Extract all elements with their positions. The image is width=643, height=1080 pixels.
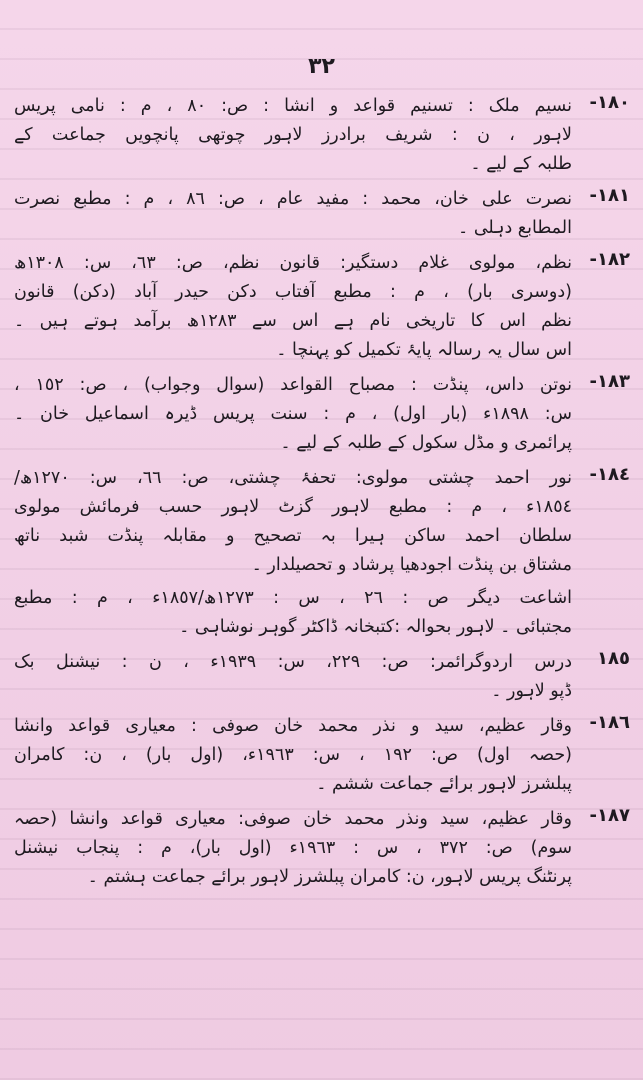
entry-line: مشتاق بن پنڈت اجودھیا پرشاد و تحصیلدار ۔ [251,555,572,575]
entry-line: درس اردوگرائمر: ص: ٢٢٩، س: ١٩٣٩ء ، ن : نیشنل بک [14,652,572,672]
entry-line: پبلشرز لاہور برائے جماعت ششم ۔ [316,774,572,794]
entry-line: مجتبائی ۔ لاہور بحوالہ :کتبخانہ ڈاکٹر گوہر نوشاہی ۔ [179,617,572,637]
entry-line: نوتن داس، پنڈت : مصباح القواعد (سوال وجواب) ، ص: ١٥٢ ، [14,375,572,395]
entry-line: لاہور ، ن : شریف برادرز لاہور چوتھی پانچویں جماعت کے [14,125,572,145]
bibliography-entry [14,249,630,365]
entry-line: پرنٹنگ پریس لاہور، ن: کامران پبلشرز لاہور برائے جماعت ہشتم ۔ [87,867,572,887]
bibliography-entry [14,464,630,580]
entry-number: ١٨٥ [597,648,630,669]
entry-number: ١٨٦- [589,712,630,733]
entry-number: ١٨٣- [589,371,630,392]
entry-line: نسیم ملک : تسنیم قواعد و انشا : ص: ٨٠ ، م : نامی پریس [14,96,572,116]
entry-line: س: ١٨٩٨ء (بار اول) ، م : سنت پریس ڈیرہ اسماعیل خان ۔ [14,404,572,424]
entry-line: پرائمری و مڈل سکول کے طلبہ کے لیے ۔ [280,433,572,453]
entry-line: طلبہ کے لیے ۔ [470,154,572,174]
entry-line: (دوسری بار) ، م : مطبع آفتاب دکن حیدر آباد (دکن) قانون [14,282,572,302]
bibliography-entry [14,371,630,458]
entry-number: ١٨٠- [589,92,630,113]
bibliography-entries [14,92,630,898]
bibliography-entry [14,712,630,799]
entry-line: اس سال یہ رسالہ پایۂ تکمیل کو پہنچا ۔ [276,340,572,360]
entry-line: نظم اس کا تاریخی نام ہے اس سے ١٢٨٣ھ برآمد ہوتے ہیں ۔ [14,311,572,331]
entry-line: المطابع دہلی ۔ [458,218,572,238]
bibliography-entry [14,805,630,892]
page-number: ٣٢ [308,54,335,79]
entry-line: وقار عظیم، سید ونذر محمد خان صوفی: معیاری قواعد وانشا (حصہ [14,809,572,829]
entry-number: ١٨٧- [589,805,630,826]
entry-line: ڈپو لاہور ۔ [491,681,572,701]
entry-line: نور احمد چشتی مولوی: تحفۂ چشتی، ص: ٦٦، س: ١٢٧٠ھ/ [14,468,572,488]
entry-number: ١٨٢- [589,249,630,270]
entry-line: وقار عظیم، سید و نذر محمد خان صوفی : معیاری قواعد وانشا [14,716,572,736]
bibliography-entry [14,92,630,179]
bibliography-entry [14,185,630,243]
entry-line: (حصہ اول) ص: ١٩٢ ، س: ١٩٦٣ء، (اول بار) ، ن: کامران [14,745,572,765]
entry-number: ١٨١- [589,185,630,206]
entry-line: سلطان احمد ساکن ہیرا بہ تصحیح و مقابلہ پنڈت شبد ناتھ [14,526,572,546]
entry-number: ١٨٤- [589,464,630,485]
entry-line: نظم، مولوی غلام دستگیر: قانون نظم، ص: ٦٣، س: ١٣٠٨ھ [14,253,572,273]
entry-line: سوم) ص: ٣٧٢ ، س : ١٩٦٣ء (اول بار)، م : پنجاب نیشنل [14,838,572,858]
entry-line: ١٨٥٤ء ، م : مطبع لاہور گزٹ لاہور حسب فرمائش مولوی [14,497,572,517]
entry-line: نصرت علی خان، محمد : مفید عام ، ص: ٨٦ ، م : مطبع نصرت [14,189,572,209]
bibliography-entry [14,648,630,706]
entry-line: اشاعت دیگر ص : ٢٦ ، س : ١٢٧٣ھ/١٨٥٧ء ، م : مطبع [14,588,572,608]
bibliography-entry [14,584,630,642]
